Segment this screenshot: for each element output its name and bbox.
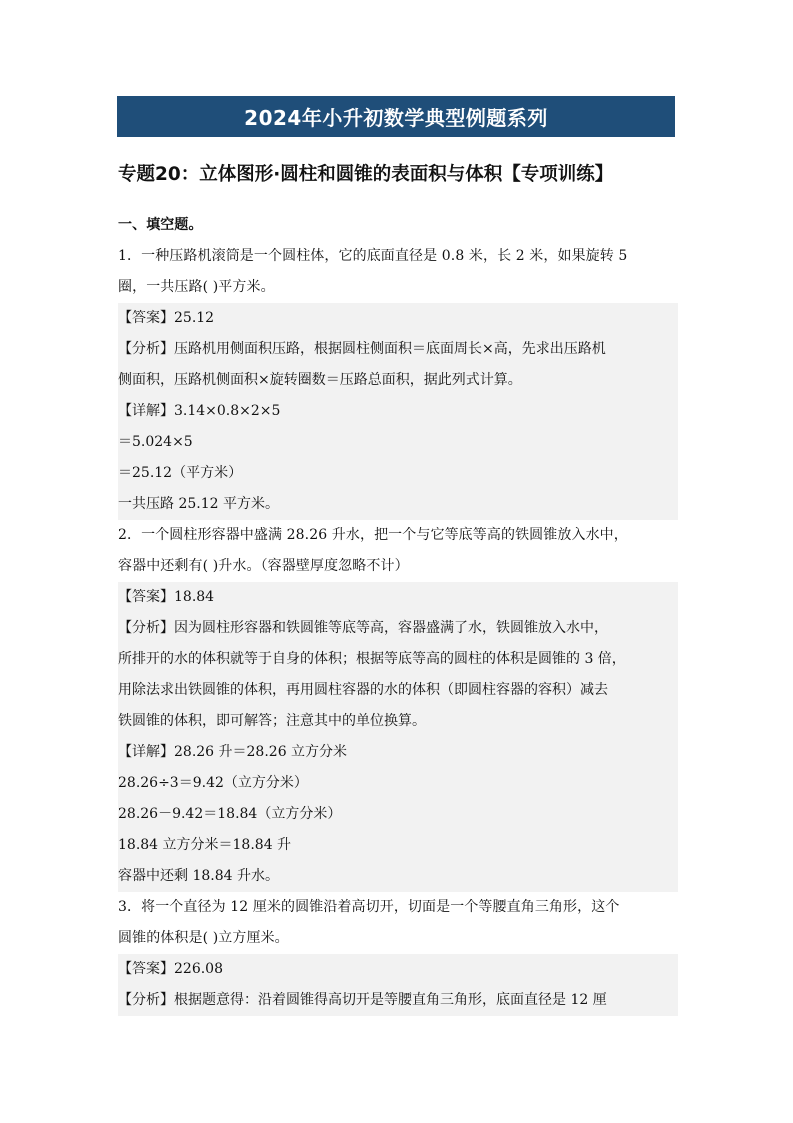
answer-line: ＝25.12（平方米） [118,458,678,489]
series-title-banner [117,96,675,137]
answer-line: 【答案】18.84 [118,582,678,613]
question-line: 3．将一个直径为 12 厘米的圆锥沿着高切开，切面是一个等腰直角三角形，这个 [118,899,620,915]
question-line: 容器中还剩有( )升水。（容器壁厚度忽略不计） [118,558,409,574]
section-heading: 一、填空题。 [118,217,203,233]
answer-line: 18.84 立方分米＝18.84 升 [118,830,678,861]
answer-line: 【分析】因为圆柱形容器和铁圆锥等底等高，容器盛满了水，铁圆锥放入水中， [118,613,678,644]
answer-line: 所排开的水的体积就等于自身的体积；根据等底等高的圆柱的体积是圆锥的 3 倍， [118,644,678,675]
answer-line: 铁圆锥的体积，即可解答；注意其中的单位换算。 [118,706,678,737]
answer-line: 【分析】压路机用侧面积压路，根据圆柱侧面积＝底面周长×高，先求出压路机 [118,334,678,365]
answer-line: ＝5.024×5 [118,427,678,458]
answer-line: 【答案】25.12 [118,303,678,334]
answer-line: 容器中还剩 18.84 升水。 [118,861,678,892]
question-line: 圆锥的体积是( )立方厘米。 [118,930,289,946]
question-line: 2．一个圆柱形容器中盛满 28.26 升水，把一个与它等底等高的铁圆锥放入水中， [118,527,628,543]
question-line: 1．一种压路机滚筒是一个圆柱体，它的底面直径是 0.8 米，长 2 米，如果旋转 5 [118,248,628,264]
answer-line: 侧面积，压路机侧面积×旋转圈数＝压路总面积，据此列式计算。 [118,365,678,396]
answer-line: 【答案】226.08 [118,954,678,985]
answer-line: 28.26－9.42＝18.84（立方分米） [118,799,678,830]
answer-line: 【分析】根据题意得：沿着圆锥得高切开是等腰直角三角形，底面直径是 12 厘 [118,985,678,1016]
question-line: 圈，一共压路( )平方米。 [118,279,275,295]
topic-title: 专题20：立体图形·圆柱和圆锥的表面积与体积【专项训练】 [118,164,614,185]
answer-line: 【详解】28.26 升＝28.26 立方分米 [118,737,678,768]
document-body [118,210,678,1016]
series-title: 2024年小升初数学典型例题系列 [244,106,548,130]
answer-line: 【详解】3.14×0.8×2×5 [118,396,678,427]
answer-line: 28.26÷3＝9.42（立方分米） [118,768,678,799]
answer-line: 一共压路 25.12 平方米。 [118,489,678,520]
answer-line: 用除法求出铁圆锥的体积，再用圆柱容器的水的体积（即圆柱容器的容积）减去 [118,675,678,706]
